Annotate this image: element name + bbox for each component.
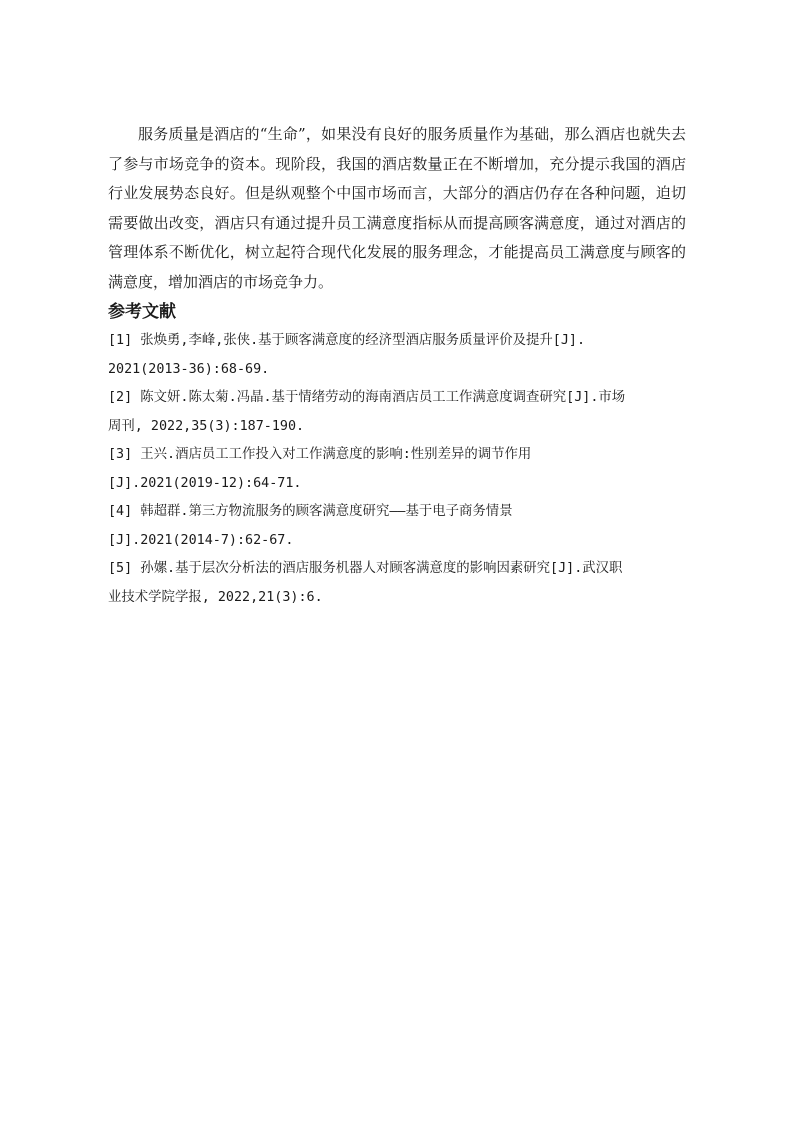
page-content	[108, 120, 686, 612]
reference-4-line-2: [J].2021(2014-7):62-67.	[108, 532, 294, 548]
references-heading: 参考文献	[108, 302, 176, 322]
reference-item-2	[108, 384, 686, 441]
reference-3-line-1: [3] 王兴.酒店员工工作投入对工作满意度的影响:性别差异的调节作用	[108, 447, 532, 462]
reference-item-5	[108, 555, 686, 612]
reference-1-line-2: 2021(2013-36):68-69.	[108, 361, 270, 377]
reference-2-line-2: 周刊, 2022,35(3):187-190.	[108, 418, 305, 434]
reference-item-3	[108, 441, 686, 498]
body-paragraph: 服务质量是酒店的“生命”，如果没有良好的服务质量作为基础，那么酒店也就失去了参与市场竞争的资本。现阶段，我国的酒店数量正在不断增加，充分提示我国的酒店行业发展势态良好。但是纵观整个中国市场而言，大部分的酒店仍存在各种问题，迫切需要做出改变，酒店只有通过提升员工满意度指标从而提高顾客满意度，通过对酒店的管理体系不断优化，树立起符合现代化发展的服务理念，才能提高员工满意度与顾客的满意度，增加酒店的市场竞争力。	[108, 125, 686, 291]
reference-1-line-1: [1] 张焕勇,李峰,张侠.基于顾客满意度的经济型酒店服务质量评价及提升[J].	[108, 333, 586, 348]
reference-3-line-2: [J].2021(2019-12):64-71.	[108, 475, 302, 491]
reference-5-line-2: 业技术学院学报, 2022,21(3):6.	[108, 589, 323, 605]
reference-2-line-1: [2] 陈文妍.陈太菊.冯晶.基于情绪劳动的海南酒店员工工作满意度调查研究[J].市场	[108, 390, 626, 405]
reference-item-1	[108, 327, 686, 384]
reference-item-4	[108, 498, 686, 555]
reference-5-line-1: [5] 孙嫘.基于层次分析法的酒店服务机器人对顾客满意度的影响因素研究[J].武汉职	[108, 561, 623, 576]
reference-4-line-1: [4] 韩超群.第三方物流服务的顾客满意度研究——基于电子商务情景	[108, 504, 513, 519]
